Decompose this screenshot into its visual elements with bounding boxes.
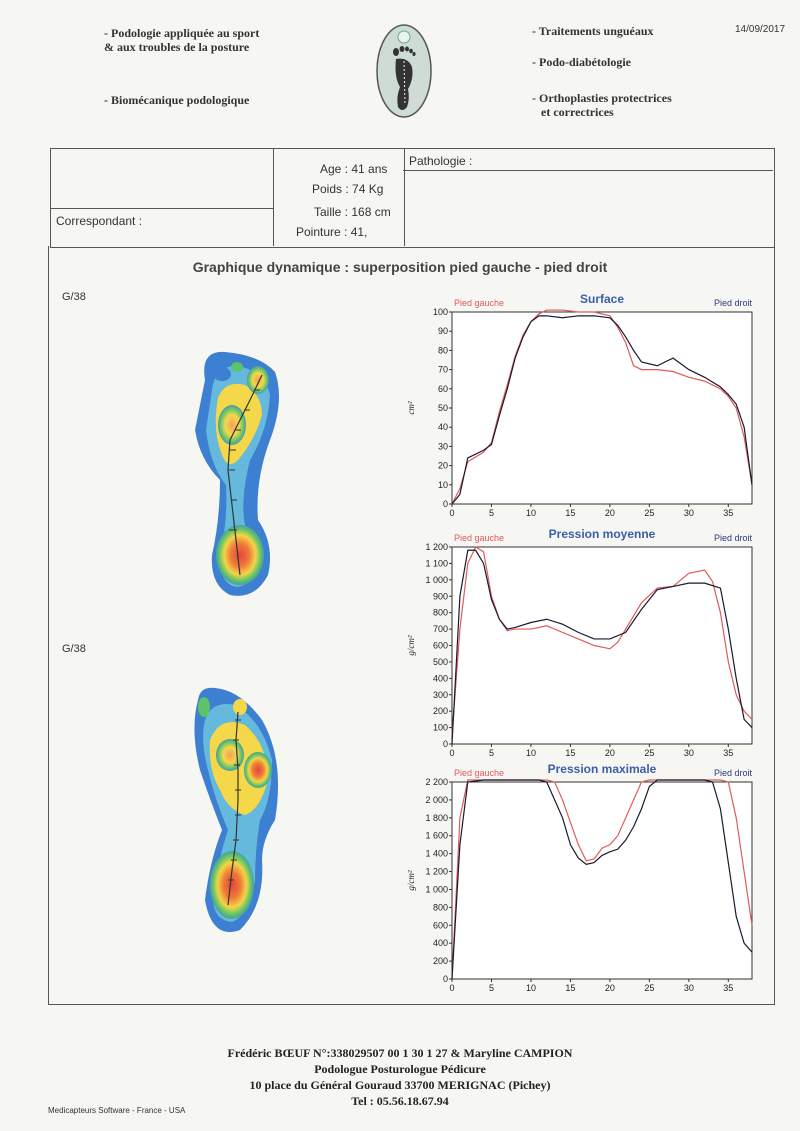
- plot-area-pression-moyenne: [452, 547, 752, 744]
- pathologie-line: [403, 170, 773, 171]
- patient-pointure: Pointure : 41,: [296, 225, 368, 239]
- chart-pression-maximale: [400, 760, 770, 995]
- foot-label-top: G/38: [62, 291, 86, 303]
- foot-label-bottom: G/38: [62, 643, 86, 655]
- legend-surface-right: Pied droit: [713, 298, 752, 308]
- x-tick-label: 30: [683, 983, 694, 993]
- x-tick-label: 35: [723, 748, 734, 758]
- x-tick-label: 5: [488, 508, 494, 518]
- specialty-orthoplasties: [532, 91, 672, 119]
- x-tick-label: 25: [644, 508, 655, 518]
- pathologie-label: Pathologie :: [409, 154, 473, 168]
- y-tick-label: 600: [432, 640, 448, 651]
- x-tick-label: 20: [604, 748, 615, 758]
- y-axis-label-pression-moyenne: g/cm²: [406, 635, 416, 656]
- y-tick-label: 100: [432, 307, 448, 317]
- footprint-logo-icon: [374, 19, 434, 119]
- y-tick-label: 100: [432, 722, 448, 733]
- y-tick-label: 500: [432, 656, 448, 667]
- x-tick-label: 0: [449, 748, 455, 758]
- x-tick-label: 0: [449, 508, 455, 518]
- patient-age: Age : 41 ans: [320, 162, 388, 176]
- y-tick-label: 900: [432, 591, 448, 602]
- specialty-orthoplasties-b: et correctrices: [541, 105, 614, 119]
- specialty-posture: & aux troubles de la posture: [104, 40, 250, 54]
- y-tick-label: 30: [437, 441, 448, 452]
- y-tick-label: 0: [442, 974, 448, 984]
- footer-address: 10 place du Général Gouraud 33700 MERIGNAC (Pichey): [249, 1078, 551, 1092]
- specialty-orthoplasties-a: - Orthoplasties protectrices: [532, 91, 672, 105]
- y-tick-label: 0: [442, 739, 448, 749]
- chart-title-pression-moyenne: Pression moyenne: [548, 527, 656, 541]
- plot-area-surface: [452, 312, 752, 504]
- chart-pression-maximale-wrap: [400, 760, 770, 995]
- y-tick-label: 700: [432, 624, 448, 635]
- x-tick-label: 25: [644, 748, 655, 758]
- specialty-traitements: - Traitements unguéaux: [532, 24, 654, 38]
- y-tick-label: 800: [432, 902, 448, 913]
- y-tick-label: 400: [432, 673, 448, 684]
- y-tick-label: 80: [437, 345, 448, 356]
- y-tick-label: 600: [432, 920, 448, 931]
- legend-pression-moyenne-right: Pied droit: [713, 533, 752, 543]
- chart-title-surface: Surface: [579, 292, 625, 306]
- y-tick-label: 300: [432, 689, 448, 700]
- plot-area-pression-maximale: [452, 782, 752, 979]
- x-tick-label: 30: [683, 748, 694, 758]
- y-tick-label: 1 100: [425, 558, 448, 569]
- y-tick-label: 50: [437, 403, 448, 413]
- y-tick-label: 90: [437, 326, 448, 337]
- footer-practitioner: Frédéric BŒUF N°:338029507 00 1 30 1 27 & Maryline CAMPION: [227, 1046, 573, 1060]
- x-tick-label: 10: [525, 748, 536, 758]
- y-axis-label-surface: cm²: [406, 401, 416, 415]
- y-tick-label: 70: [437, 364, 448, 375]
- chart-title-pression-maximale: Pression maximale: [547, 762, 657, 776]
- legend-pression-maximale-left: Pied gauche: [454, 768, 505, 778]
- x-tick-label: 30: [683, 508, 694, 518]
- y-tick-label: 1 600: [425, 830, 448, 841]
- correspondant-label: Correspondant :: [56, 214, 143, 228]
- report-date: 14/09/2017: [735, 24, 786, 35]
- chart-pression-moyenne-wrap: [400, 525, 770, 760]
- footer-phone: Tel : 05.56.18.67.94: [351, 1094, 449, 1108]
- specialty-diabeto: - Podo-diabétologie: [532, 55, 631, 69]
- patient-poids: Poids : 74 Kg: [312, 182, 384, 196]
- y-axis-label-pression-maximale: g/cm²: [406, 870, 416, 891]
- y-tick-label: 200: [432, 706, 448, 717]
- y-tick-label: 10: [437, 479, 448, 490]
- y-tick-label: 20: [437, 460, 448, 471]
- x-tick-label: 5: [488, 748, 494, 758]
- legend-pression-maximale-right: Pied droit: [713, 768, 752, 778]
- x-tick-label: 0: [449, 983, 455, 993]
- y-tick-label: 0: [442, 499, 448, 509]
- patient-taille: Taille : 168 cm: [314, 205, 391, 219]
- x-tick-label: 35: [723, 508, 734, 518]
- specialty-biomecanique: - Biomécanique podologique: [104, 93, 250, 107]
- y-tick-label: 1 400: [425, 848, 448, 859]
- footprint-logo: [374, 19, 434, 119]
- header-specialties-left: [104, 26, 259, 54]
- chart-surface: [400, 290, 770, 520]
- x-tick-label: 5: [488, 983, 494, 993]
- y-tick-label: 1 000: [425, 884, 448, 895]
- y-tick-label: 400: [432, 938, 448, 949]
- x-tick-label: 25: [644, 983, 655, 993]
- x-tick-label: 15: [565, 983, 576, 993]
- chart-pression-moyenne: [400, 525, 770, 760]
- y-tick-label: 2 200: [425, 777, 448, 787]
- y-tick-label: 60: [437, 383, 448, 394]
- y-tick-label: 2 000: [425, 794, 448, 805]
- x-tick-label: 15: [565, 748, 576, 758]
- software-credit: Medicapteurs Software - France - USA: [48, 1106, 186, 1115]
- y-tick-label: 40: [437, 422, 448, 433]
- x-tick-label: 10: [525, 508, 536, 518]
- y-tick-label: 1 200: [425, 542, 448, 552]
- x-tick-label: 20: [604, 983, 615, 993]
- y-tick-label: 200: [432, 956, 448, 967]
- footer-profession: Podologue Posturologue Pédicure: [314, 1062, 486, 1076]
- x-tick-label: 20: [604, 508, 615, 518]
- x-tick-label: 35: [723, 983, 734, 993]
- specialty-sport: - Podologie appliquée au sport: [104, 26, 260, 40]
- patient-name-cell: [50, 148, 274, 209]
- y-tick-label: 1 800: [425, 812, 448, 823]
- y-tick-label: 1 000: [425, 574, 448, 585]
- x-tick-label: 10: [525, 983, 536, 993]
- legend-pression-moyenne-left: Pied gauche: [454, 533, 505, 543]
- legend-surface-left: Pied gauche: [454, 298, 505, 308]
- chart-surface-wrap: [400, 290, 770, 520]
- y-tick-label: 1 200: [425, 866, 448, 877]
- y-tick-label: 800: [432, 607, 448, 618]
- x-tick-label: 15: [565, 508, 576, 518]
- graph-main-title: Graphique dynamique : superposition pied gauche - pied droit: [192, 259, 608, 275]
